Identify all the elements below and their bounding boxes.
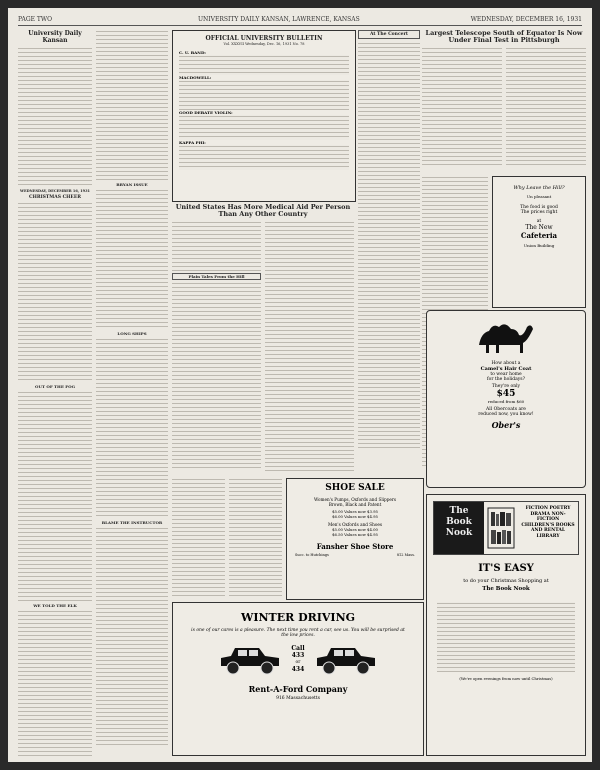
telescope-article [422, 30, 586, 172]
winter-phone1: 433 [291, 652, 305, 659]
obers-line7: All Obercoats are [486, 407, 526, 412]
winter-addr: 916 Massachusetts [276, 696, 320, 701]
bulletin-subtitle: Vol. XXXVII Wednesday, Dec. 16, 1931 No. 78 [223, 42, 305, 46]
issue-date: WEDNESDAY, DECEMBER 16, 1931 [470, 16, 582, 23]
book-nook-logo-3: Nook [445, 528, 473, 538]
obers-line4: for the holidays? [486, 377, 526, 382]
book-nook-ad [426, 494, 586, 756]
book-nook-logo-2: Book [446, 517, 472, 527]
page-number: PAGE TWO [18, 16, 52, 23]
cafeteria-line8: Union Building [523, 243, 555, 248]
book-nook-title: IT'S EASY [478, 563, 534, 574]
winter-or: or [295, 660, 301, 665]
obers-line6: reduced from $60 [487, 399, 525, 404]
second-section-b: BLAME THE INSTRUCTOR [101, 520, 163, 525]
masthead [18, 13, 582, 26]
winter-driving-ad [172, 602, 424, 756]
book-nook-name: The Book Nook [482, 586, 530, 592]
cafeteria-line3: The food is good [520, 205, 558, 210]
camel-icon [471, 315, 541, 357]
winter-phone2: 434 [291, 666, 305, 673]
obers-ad [426, 310, 586, 488]
obers-line3: to wear home [490, 372, 522, 377]
shoe-sub3: Men's Oxfords and Shoes [327, 522, 383, 527]
shoe-sub2: Brown, Black and Patent [328, 502, 382, 507]
cafeteria-line1: Why Leave the Hill? [513, 185, 565, 191]
car-icon-left [215, 642, 285, 676]
book-nook-tagline: FICTION POETRY DRAMA NON-FICTION CHILDREN'S BOOKS AND RENTAL LIBRARY [521, 506, 575, 539]
bulletin-title: OFFICIAL UNIVERSITY BULLETIN [205, 35, 323, 42]
medical-headline: United States Has More Medical Aid Per Person Than Any Other Country [175, 204, 351, 218]
obers-price: $45 [496, 389, 516, 399]
obers-line8: reduced now, you know! [478, 412, 534, 417]
second-column [96, 30, 168, 756]
concert-column [358, 30, 420, 450]
bookshelf-icon [484, 502, 518, 552]
shoe-row4: $6.50 Values now $4.95 [332, 532, 378, 537]
shoe-sub1: Women's Pumps, Oxfords and Slippers [313, 497, 397, 502]
shoe-row2: $6.00 Values now $4.95 [332, 514, 378, 519]
cafeteria-line4: The prices right [520, 210, 558, 215]
obers-line2: Camel's Hair Coat [480, 366, 532, 372]
shoe-row1: $5.00 Values now $3.95 [332, 509, 378, 514]
shoe-store: Fansher Shoe Store [316, 542, 394, 551]
shoe-title: SHOE SALE [325, 483, 385, 493]
winter-title: WINTER DRIVING [240, 611, 356, 624]
winter-company: Rent-A-Ford Company [248, 684, 348, 694]
paper-title: UNIVERSITY DAILY KANSAN, LAWRENCE, KANSAS [198, 16, 360, 23]
editorial-section-a: OUT OF THE FOG [35, 384, 75, 389]
book-nook-footer: (We're open evenings from now until Christmas) [459, 676, 553, 681]
shoe-addr-left: Succ. to Hutchings [295, 553, 329, 557]
concert-title: At The Concert [358, 30, 420, 39]
obers-line1: How about a [491, 361, 521, 366]
winter-call: Call [291, 645, 305, 652]
winter-sub: is one of our cares is a pleasure. The next time you rent a car, see us. You will be surprised at the low prices. [191, 628, 405, 638]
bulletin-item-macdowell: MACDOWELL: [179, 75, 212, 80]
cafeteria-line7: Cafeteria [520, 231, 558, 240]
newspaper-page [8, 8, 592, 762]
obers-logo: Ober's [491, 420, 521, 430]
cafeteria-ad [492, 176, 586, 308]
shoe-row3: $5.00 Values now $4.00 [332, 527, 378, 532]
book-nook-logo-1: The [449, 506, 469, 516]
bulletin-item-band: C. U. BAND: [179, 50, 206, 55]
editorial-column [18, 30, 92, 756]
plain-tales-title: Plain Tales From the Hill [172, 273, 261, 280]
second-section-a: LONG SHIPS [117, 331, 147, 336]
second-headline: BRYAN ISSUE [116, 182, 148, 187]
official-bulletin [172, 30, 356, 202]
telescope-headline: Largest Telescope South of Equator Is Now Under Final Test in Pittsburgh [425, 30, 583, 44]
cafeteria-line5: at [536, 219, 542, 224]
shoe-sale-ad [286, 478, 424, 600]
editorial-section-b: WE TOLD THE ELK [33, 603, 77, 608]
obers-line5: They're only [491, 384, 521, 389]
editorial-headline: CHRISTMAS CHEER [29, 195, 81, 200]
medical-continued [172, 478, 282, 598]
cafeteria-line2: Un pleasant [526, 194, 552, 199]
cafeteria-line6: The New [525, 224, 553, 231]
editorial-date: WEDNESDAY, DECEMBER 16, 1931 [20, 189, 90, 193]
book-nook-sub: to do your Christmas Shopping at [463, 578, 549, 584]
medical-article [172, 204, 354, 474]
bulletin-item-kappa-phi: KAPPA PHI: [179, 140, 206, 145]
paper-nameplate: University Daily Kansan [28, 30, 82, 44]
car-icon-right [311, 642, 381, 676]
shoe-addr-right: 812 Mass. [396, 553, 415, 557]
bulletin-item-debate: GOOD DEBATE VIOLIN: [179, 110, 233, 115]
